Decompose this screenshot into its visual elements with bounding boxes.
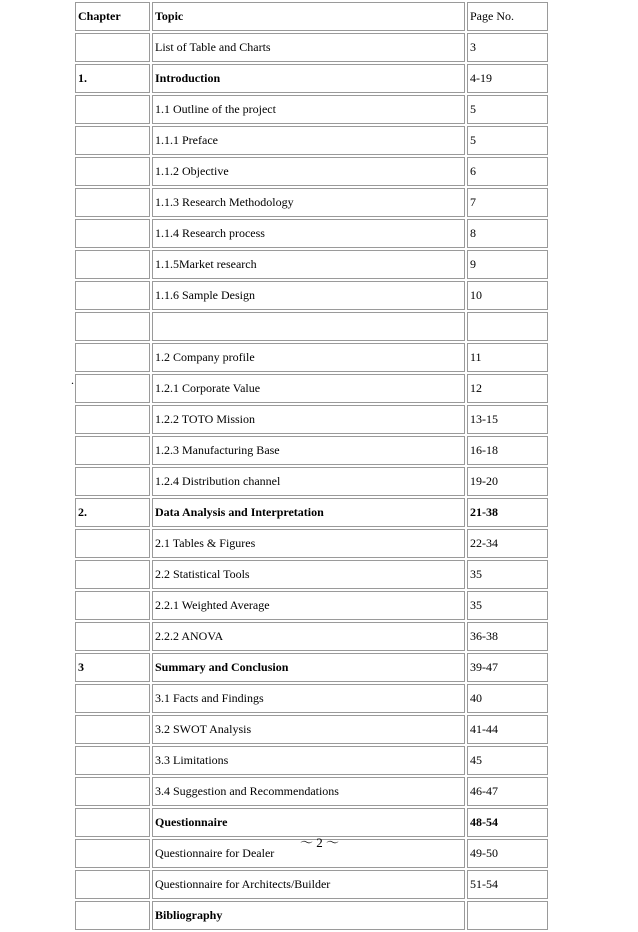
page-cell: 35 [467, 560, 548, 589]
topic-cell: 3.4 Suggestion and Recommendations [152, 777, 465, 806]
page-cell: 10 [467, 281, 548, 310]
topic-cell: 2.2.1 Weighted Average [152, 591, 465, 620]
page-cell: 41-44 [467, 715, 548, 744]
topic-cell: 1.1 Outline of the project [152, 95, 465, 124]
table-row [75, 126, 548, 155]
header-chapter: Chapter [75, 2, 150, 31]
table-row [75, 715, 548, 744]
page-cell [467, 901, 548, 930]
page-cell: 39-47 [467, 653, 548, 682]
topic-cell: 1.1.2 Objective [152, 157, 465, 186]
table-row [75, 374, 548, 403]
topic-cell: 3.1 Facts and Findings [152, 684, 465, 713]
page-cell: 12 [467, 374, 548, 403]
chapter-cell [75, 870, 150, 899]
topic-cell: Questionnaire for Architects/Builder [152, 870, 465, 899]
table-row [75, 250, 548, 279]
chapter-cell [75, 467, 150, 496]
table-row [75, 498, 548, 527]
topic-cell: 1.2.3 Manufacturing Base [152, 436, 465, 465]
chapter-cell [75, 95, 150, 124]
table-row [75, 157, 548, 186]
table-row [75, 33, 548, 62]
chapter-cell [75, 715, 150, 744]
topic-cell: 2.2.2 ANOVA [152, 622, 465, 651]
table-header-row [75, 2, 548, 31]
table-row [75, 436, 548, 465]
table-row [75, 870, 548, 899]
table-row [75, 901, 548, 930]
table-row [75, 343, 548, 372]
chapter-cell [75, 622, 150, 651]
page-cell: 8 [467, 219, 548, 248]
table-row [75, 560, 548, 589]
topic-cell: 3.3 Limitations [152, 746, 465, 775]
chapter-cell [75, 591, 150, 620]
table-row [75, 591, 548, 620]
page-cell: 21-38 [467, 498, 548, 527]
chapter-cell [75, 529, 150, 558]
topic-cell: 1.1.6 Sample Design [152, 281, 465, 310]
chapter-cell: 3 [75, 653, 150, 682]
page-cell: 45 [467, 746, 548, 775]
topic-cell: 1.2.4 Distribution channel [152, 467, 465, 496]
chapter-cell [75, 436, 150, 465]
table-row [75, 188, 548, 217]
table-row [75, 684, 548, 713]
chapter-cell [75, 33, 150, 62]
topic-cell [152, 312, 465, 341]
page-cell: 40 [467, 684, 548, 713]
page-cell: 51-54 [467, 870, 548, 899]
chapter-cell [75, 281, 150, 310]
table-row [75, 529, 548, 558]
topic-cell: 1.1.4 Research process [152, 219, 465, 248]
chapter-cell [75, 374, 150, 403]
chapter-cell [75, 839, 150, 868]
page-cell: 11 [467, 343, 548, 372]
page-cell: 49-50 [467, 839, 548, 868]
page-number: ～ 2 ～ [300, 835, 340, 850]
topic-cell: Introduction [152, 64, 465, 93]
header-topic: Topic [152, 2, 465, 31]
chapter-cell: 2. [75, 498, 150, 527]
chapter-cell [75, 746, 150, 775]
header-page: Page No. [467, 2, 548, 31]
page-cell: 35 [467, 591, 548, 620]
chapter-cell [75, 777, 150, 806]
page-cell: 7 [467, 188, 548, 217]
page-cell: 13-15 [467, 405, 548, 434]
chapter-cell [75, 188, 150, 217]
table-row [75, 777, 548, 806]
table-row [75, 746, 548, 775]
page-cell: 5 [467, 126, 548, 155]
chapter-cell [75, 343, 150, 372]
table-row [75, 281, 548, 310]
page-cell [467, 312, 548, 341]
topic-cell: Data Analysis and Interpretation [152, 498, 465, 527]
topic-cell: 1.2 Company profile [152, 343, 465, 372]
chapter-cell: 1. [75, 64, 150, 93]
page-cell: 46-47 [467, 777, 548, 806]
topic-cell: 1.2.1 Corporate Value [152, 374, 465, 403]
table-row [75, 219, 548, 248]
chapter-cell [75, 219, 150, 248]
table-row [75, 95, 548, 124]
table-row [75, 405, 548, 434]
topic-cell: 3.2 SWOT Analysis [152, 715, 465, 744]
topic-cell: 2.2 Statistical Tools [152, 560, 465, 589]
chapter-cell [75, 560, 150, 589]
topic-cell: 1.1.5Market research [152, 250, 465, 279]
page-cell: 4-19 [467, 64, 548, 93]
topic-cell: 1.2.2 TOTO Mission [152, 405, 465, 434]
chapter-cell [75, 157, 150, 186]
table-row [75, 64, 548, 93]
topic-cell: List of Table and Charts [152, 33, 465, 62]
page-cell: 36-38 [467, 622, 548, 651]
contents-table-body [75, 2, 548, 930]
table-row [75, 622, 548, 651]
table-row [75, 312, 548, 341]
page-cell: 19-20 [467, 467, 548, 496]
chapter-cell [75, 901, 150, 930]
page-cell: 3 [467, 33, 548, 62]
stray-mark: . [71, 373, 74, 387]
topic-cell: 1.1.1 Preface [152, 126, 465, 155]
chapter-cell [75, 250, 150, 279]
page-cell: 22-34 [467, 529, 548, 558]
chapter-cell [75, 126, 150, 155]
page-cell: 9 [467, 250, 548, 279]
chapter-cell [75, 405, 150, 434]
page-cell: 6 [467, 157, 548, 186]
page-cell: 5 [467, 95, 548, 124]
table-row [75, 653, 548, 682]
contents-table [73, 0, 550, 932]
topic-cell: Questionnaire [152, 808, 465, 837]
topic-cell: 1.1.3 Research Methodology [152, 188, 465, 217]
chapter-cell [75, 684, 150, 713]
topic-cell: 2.1 Tables & Figures [152, 529, 465, 558]
topic-cell: Bibliography [152, 901, 465, 930]
chapter-cell [75, 312, 150, 341]
table-row [75, 467, 548, 496]
chapter-cell [75, 808, 150, 837]
topic-cell: Questionnaire for Dealer [152, 839, 465, 868]
topic-cell: Summary and Conclusion [152, 653, 465, 682]
page-cell: 16-18 [467, 436, 548, 465]
page-cell: 48-54 [467, 808, 548, 837]
